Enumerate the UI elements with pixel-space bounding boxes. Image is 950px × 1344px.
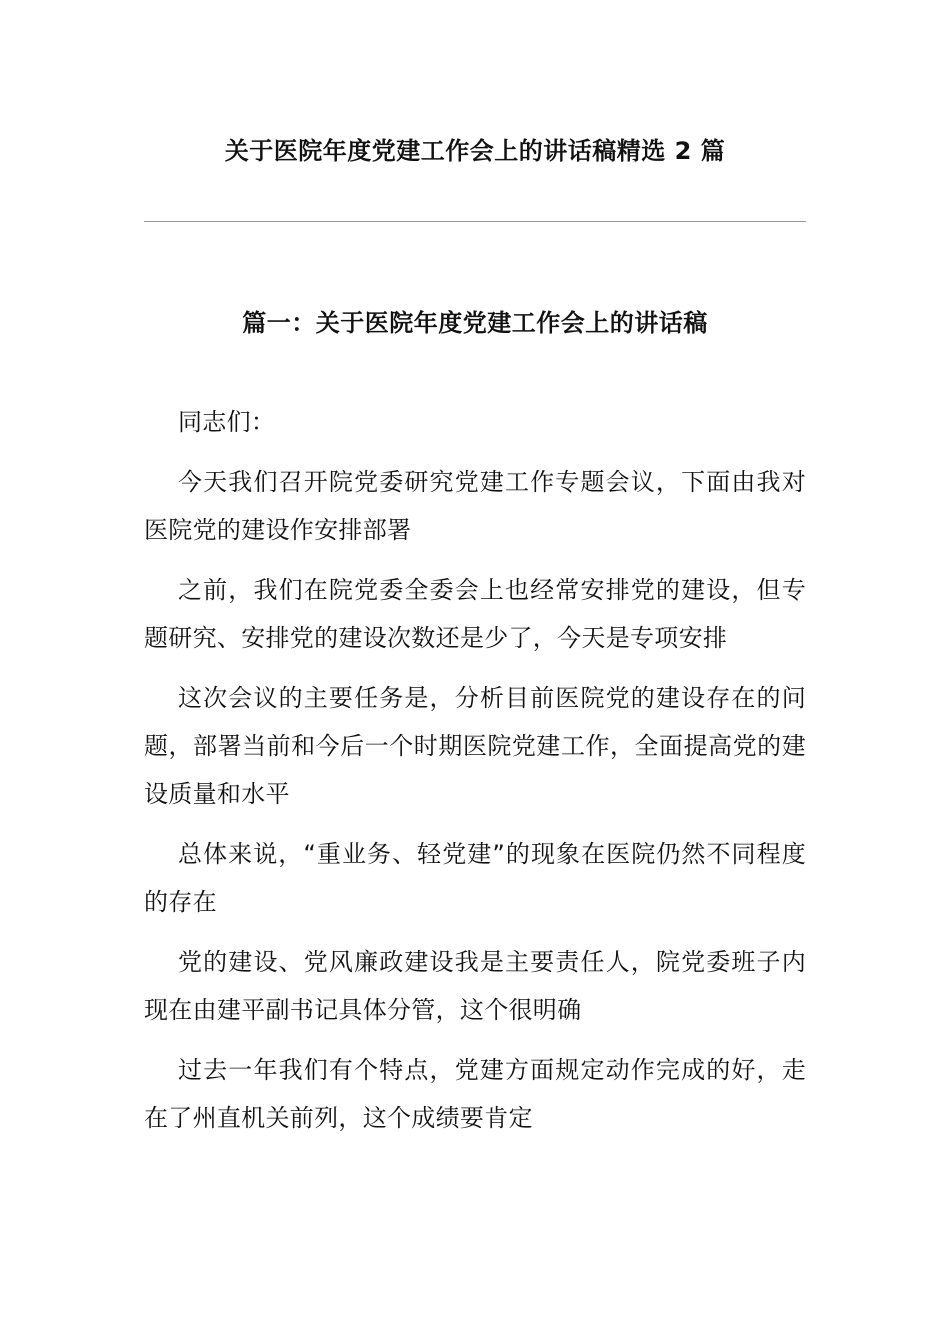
paragraph: 今天我们召开院党委研究党建工作专题会议，下面由我对医院党的建设作安排部署 bbox=[144, 468, 806, 544]
paragraph: 这次会议的主要任务是，分析目前医院党的建设存在的问题，部署当前和今后一个时期医院党建工作，全面提高党的建设质量和水平 bbox=[144, 684, 806, 808]
title-divider bbox=[144, 221, 806, 222]
paragraph: 党的建设、党风廉政建设我是主要责任人，院党委班子内现在由建平副书记具体分管，这个很明确 bbox=[144, 948, 806, 1024]
document-title: 关于医院年度党建工作会上的讲话稿精选 2 篇 bbox=[224, 137, 726, 165]
section-title: 篇一：关于医院年度党建工作会上的讲话稿 bbox=[242, 309, 708, 337]
document-body bbox=[144, 398, 806, 1154]
paragraph: 总体来说，“重业务、轻党建”的现象在医院仍然不同程度的存在 bbox=[144, 840, 806, 916]
paragraph: 过去一年我们有个特点，党建方面规定动作完成的好，走在了州直机关前列，这个成绩要肯定 bbox=[144, 1056, 806, 1132]
paragraph-salutation: 同志们： bbox=[178, 408, 276, 436]
paragraph: 之前，我们在院党委全委会上也经常安排党的建设，但专题研究、安排党的建设次数还是少了，今天是专项安排 bbox=[144, 576, 806, 652]
